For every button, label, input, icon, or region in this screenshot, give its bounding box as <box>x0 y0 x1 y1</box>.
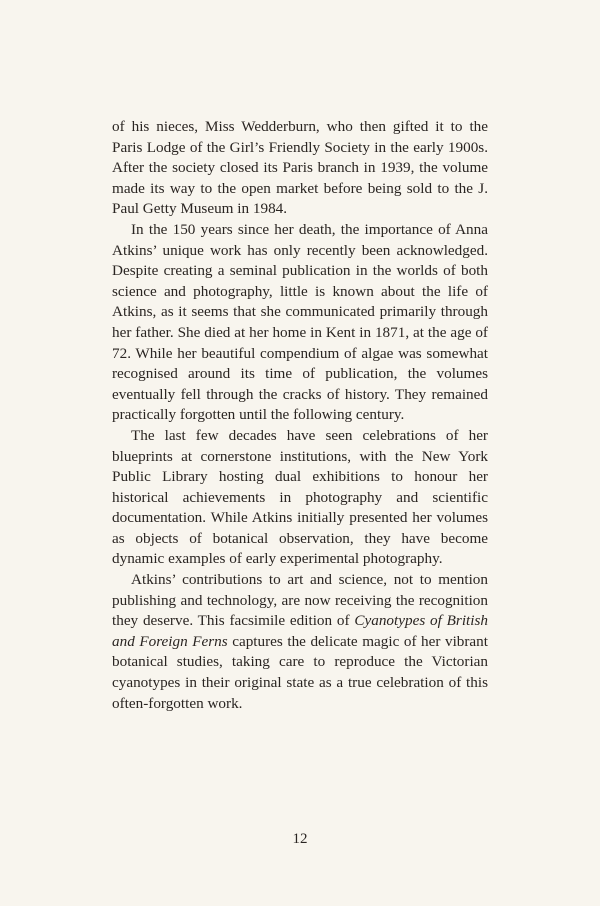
paragraph-2 <box>112 220 488 426</box>
paragraph-3 <box>112 426 488 570</box>
body-text <box>112 117 488 714</box>
paragraph-2-text: In the 150 years since her death, the importance of Anna Atkins’ unique work has only recently been acknowledged. Despite creating a seminal publication in the worlds of both science and photography, little is known about the life of Atkins, as it seems that she communicated primarily through her father. She died at her home in Kent in 1871, at the age of 72. While her beautiful compendium of algae was somewhat recognised around its time of publication, the volumes eventually fell through the cracks of history. They remained practically forgotten until the following century. <box>112 220 488 424</box>
page-number: 12 <box>292 831 308 847</box>
paragraph-1 <box>112 117 488 220</box>
book-title-italic: Cyanotypes of British and Foreign Ferns <box>112 612 489 650</box>
paragraph-4-text-end: captures the delicate magic of her vibrant botanical studies, taking care to reproduce the Victorian cyanotypes in their original state as a true celebration of this often-forgotten work. <box>112 632 488 712</box>
paragraph-4 <box>112 570 488 714</box>
paragraph-1-text: of his nieces, Miss Wedderburn, who then gifted it to the Paris Lodge of the Girl’s Friendly Society in the early 1900s. After the society closed its Paris branch in 1939, the volume made its way to the open market before being sold to the J. Paul Getty Museum in 1984. <box>112 118 488 218</box>
paragraph-3-text: The last few decades have seen celebrations of her blueprints at cornerstone institutions, with the New York Public Library hosting dual exhibitions to honour her historical achievements in photography and scientific documentation. While Atkins initially presented her volumes as objects of botanical observation, they have become dynamic examples of early experimental photography. <box>112 426 488 568</box>
paragraph-4-text-start: Atkins’ contributions to art and science, not to mention publishing and technology, are now receiving the recognition they deserve. This facsimile edition of <box>112 571 488 630</box>
